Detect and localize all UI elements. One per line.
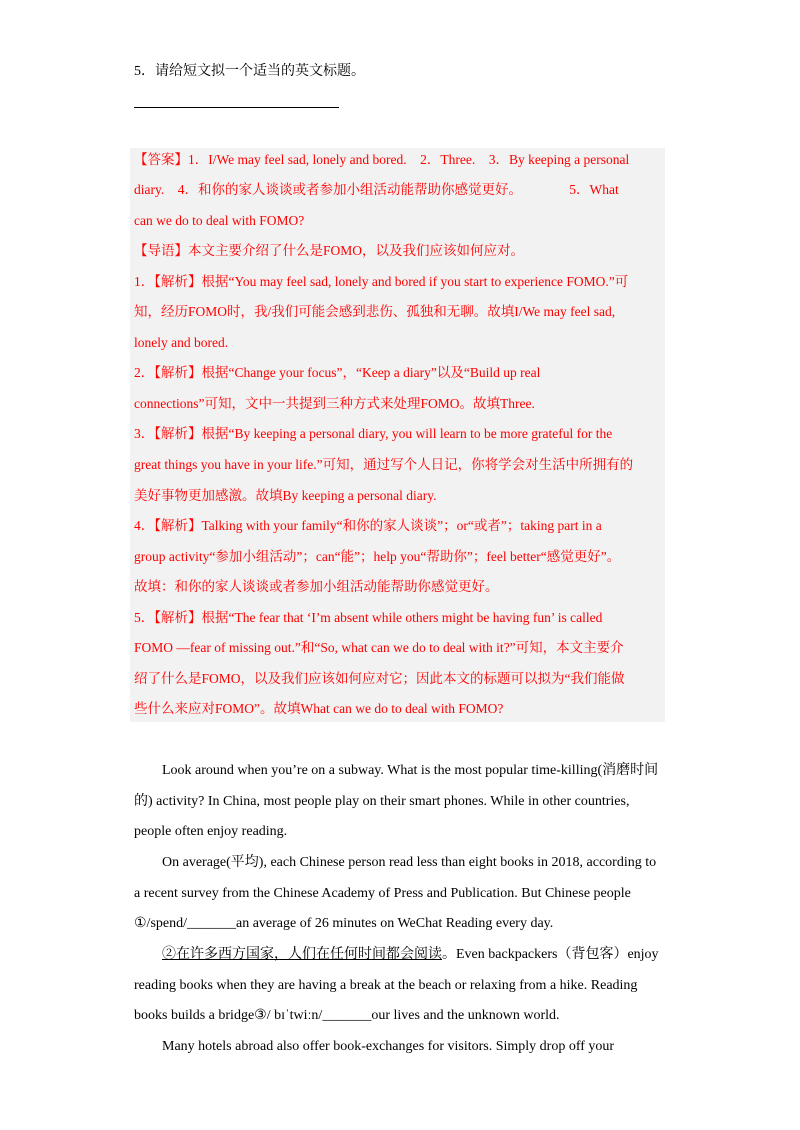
answer-line: 【答案】1．I/We may feel sad, lonely and bored. 2．Three. 3．By keeping a personal	[134, 152, 630, 167]
answer-line: 知，经历FOMO时，我/我们可能会感到悲伤、孤独和无聊。故填I/We may feel sad,	[134, 304, 616, 319]
answer-line: 4．【解析】Talking with your family“和你的家人谈谈”；or“或者”；taking part in a	[134, 518, 602, 533]
passage-text: 。Even backpackers（背包客）enjoy	[442, 947, 659, 962]
answer-blank-line	[134, 107, 339, 108]
passage-line: Look around when you’re on a subway. What is the most popular time-killing(消磨时间	[162, 763, 659, 778]
answer-line: group activity“参加小组活动”；can“能”；help you“帮助你”；feel better“感觉更好”。	[134, 549, 621, 564]
answer-line: 1．【解析】根据“You may feel sad, lonely and bored if you start to experience FOMO.”可	[134, 274, 629, 289]
answer-line: 【导语】本文主要介绍了什么是FOMO，以及我们应该如何应对。	[134, 243, 525, 258]
question-5: 5．请给短文拟一个适当的英文标题。	[134, 64, 365, 79]
answer-line: 美好事物更加感激。故填By keeping a personal diary.	[134, 488, 437, 503]
passage-line: people often enjoy reading.	[134, 824, 288, 839]
answer-line: can we do to deal with FOMO?	[134, 213, 305, 228]
answer-line: 绍了什么是FOMO，以及我们应该如何应对它；因此本文的标题可以拟为“我们能做	[134, 671, 625, 686]
passage-line: books builds a bridge③/ bɪˈtwiːn/_______our lives and the unknown world.	[134, 1008, 560, 1023]
answer-line: 故填：和你的家人谈谈或者参加小组活动能帮助你感觉更好。	[134, 579, 499, 594]
passage-line: ①/spend/_______an average of 26 minutes on WeChat Reading every day.	[134, 916, 554, 931]
answer-line: lonely and bored.	[134, 335, 229, 350]
answer-line: 2．【解析】根据“Change your focus”，“Keep a diary”以及“Build up real	[134, 365, 541, 380]
passage-line: reading books when they are having a break at the beach or relaxing from a hike. Reading	[134, 978, 638, 993]
answer-line: connections”可知，文中一共提到三种方式来处理FOMO。故填Three.	[134, 396, 535, 411]
answer-line: diary. 4．和你的家人谈谈或者参加小组活动能帮助你感觉更好。 5．What	[134, 182, 619, 197]
passage-line	[162, 945, 659, 965]
answer-line: FOMO —fear of missing out.”和“So, what can we do to deal with it?”可知，本文主要介	[134, 640, 624, 655]
answer-line: great things you have in your life.”可知，通过写个人日记，你将学会对生活中所拥有的	[134, 457, 634, 472]
passage-line: a recent survey from the Chinese Academy of Press and Publication. But Chinese people	[134, 886, 631, 901]
translation-task-sentence: ②在许多西方国家，人们在任何时间都会阅读	[162, 947, 442, 962]
answer-line: 些什么来应对FOMO”。故填What can we do to deal with FOMO?	[134, 701, 504, 716]
passage-line: On average(平均), each Chinese person read less than eight books in 2018, according to	[162, 855, 657, 870]
passage-line: Many hotels abroad also offer book-exchanges for visitors. Simply drop off your	[162, 1039, 615, 1054]
answer-line: 3．【解析】根据“By keeping a personal diary, you will learn to be more grateful for the	[134, 426, 613, 441]
answer-line: 5．【解析】根据“The fear that ‘I’m absent while others might be having fun’ is called	[134, 610, 603, 625]
answer-explanation-box	[130, 148, 665, 722]
passage-line: 的) activity? In China, most people play on their smart phones. While in other countries,	[134, 794, 630, 809]
